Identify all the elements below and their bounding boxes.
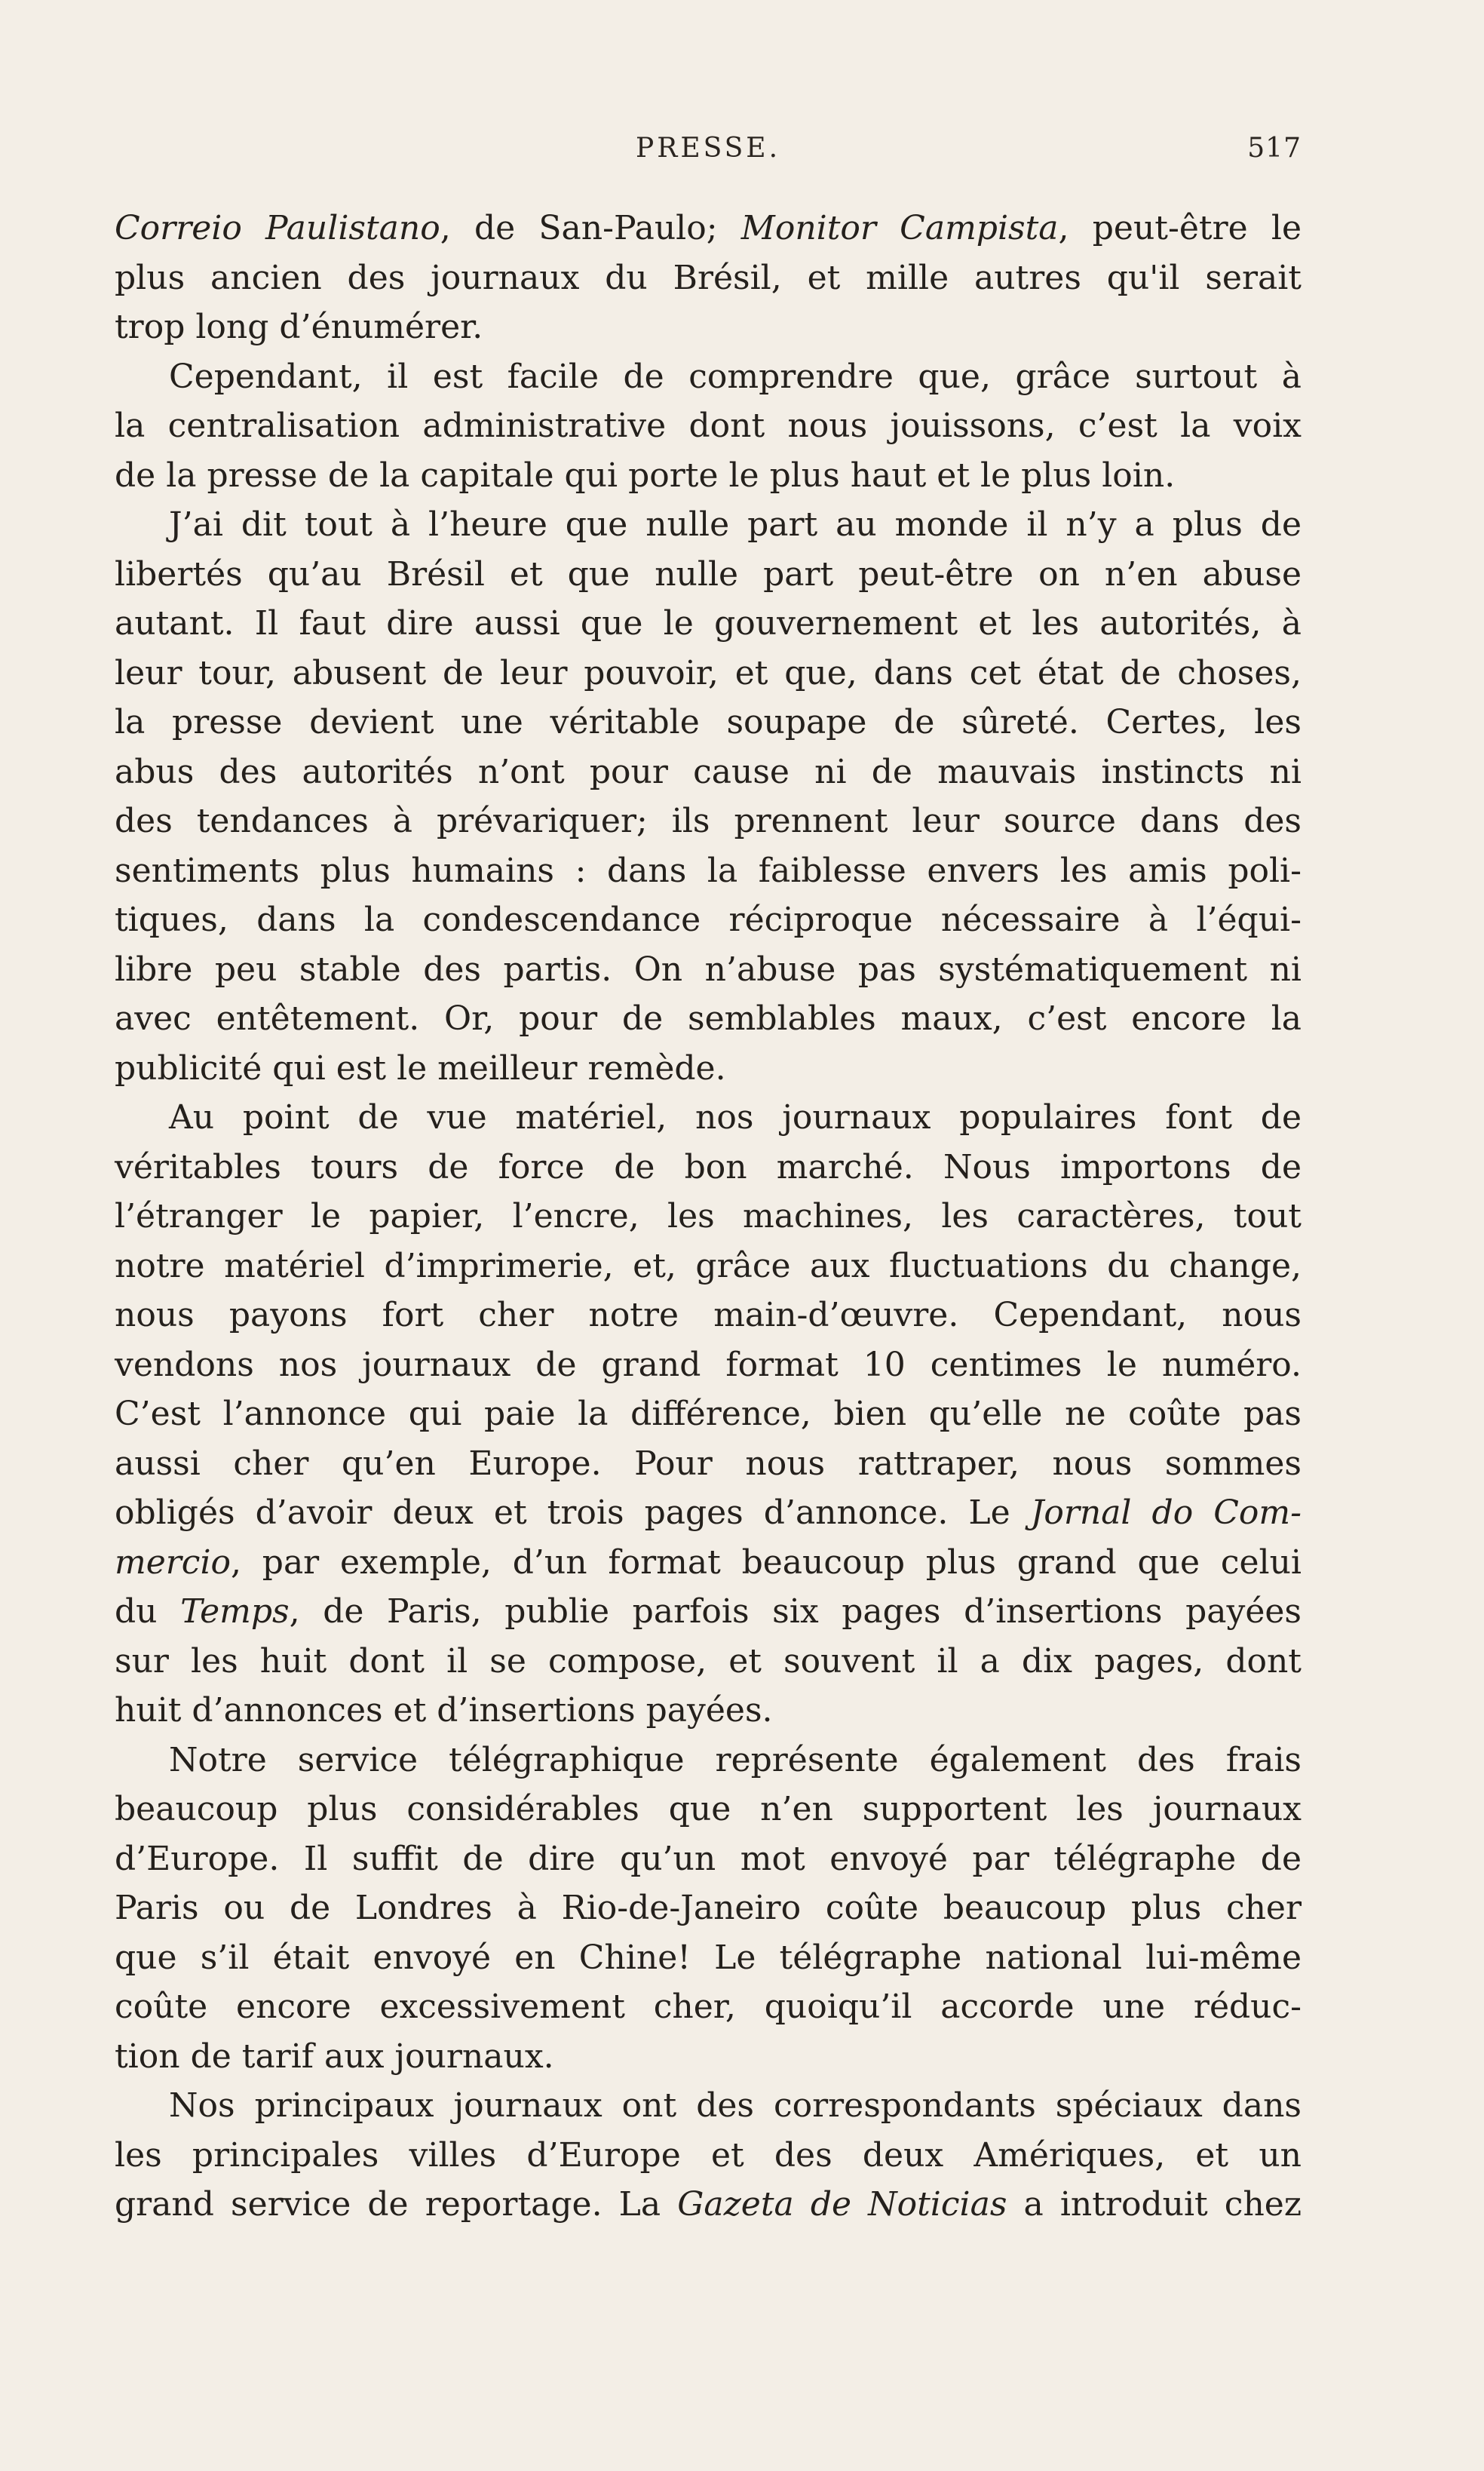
text-segment: , de San-Paulo; bbox=[440, 209, 741, 247]
text-line bbox=[115, 1143, 1302, 1193]
text-segment: de la presse de la capitale qui porte le plus haut et le plus loin. bbox=[115, 456, 1176, 495]
text-segment: avec entêtement. Or, pour de semblables maux, c’est encore la bbox=[115, 999, 1302, 1038]
text-segment: la presse devient une véritable soupape de sûreté. Certes, les bbox=[115, 703, 1302, 741]
text-line bbox=[115, 895, 1302, 945]
text-segment: tion de tarif aux journaux. bbox=[115, 2037, 554, 2076]
text-line bbox=[115, 302, 1302, 352]
text-line bbox=[115, 1785, 1302, 1834]
text-segment: les principales villes d’Europe et des deux Amériques, et un bbox=[115, 2135, 1302, 2175]
text-line bbox=[115, 1389, 1302, 1439]
text-segment: J’ai dit tout à l’heure que nulle part au monde il n’y a plus de bbox=[169, 505, 1302, 544]
text-line bbox=[115, 945, 1302, 995]
text-line bbox=[115, 1982, 1302, 2032]
text-segment: autant. Il faut dire aussi que le gouvernement et les autorités, à bbox=[115, 604, 1302, 643]
text-segment: huit d’annonces et d’insertions payées. bbox=[115, 1691, 773, 1730]
text-line bbox=[115, 599, 1302, 649]
text-segment: sentiments plus humains : dans la faiblesse envers les amis poli- bbox=[115, 851, 1302, 890]
text-segment: que s’il était envoyé en Chine! Le télégraphe national lui-même bbox=[115, 1938, 1302, 1977]
text-segment: Paris ou de Londres à Rio-de-Janeiro coûte beaucoup plus cher bbox=[115, 1889, 1302, 1927]
text-line bbox=[115, 747, 1302, 797]
text-line bbox=[115, 846, 1302, 896]
body-text bbox=[115, 204, 1302, 2230]
text-line bbox=[115, 797, 1302, 846]
text-line bbox=[115, 1587, 1302, 1637]
text-segment: obligés d’avoir deux et trois pages d’annonce. Le bbox=[115, 1493, 1031, 1532]
text-line bbox=[115, 1242, 1302, 1291]
text-segment: l’étranger le papier, l’encre, les machines, les caractères, tout bbox=[115, 1197, 1302, 1236]
text-segment: notre matériel d’imprimerie, et, grâce aux fluctuations du change, bbox=[115, 1246, 1302, 1285]
text-line bbox=[115, 352, 1302, 402]
text-line bbox=[115, 1883, 1302, 1933]
text-segment: la centralisation administrative dont nous jouissons, c’est la voix bbox=[115, 407, 1302, 445]
page-number: 517 bbox=[1247, 133, 1302, 164]
text-line bbox=[115, 500, 1302, 550]
text-segment: abus des autorités n’ont pour cause ni de mauvais instincts ni bbox=[115, 752, 1302, 791]
text-segment: , de Paris, publie parfois six pages d’insertions payées bbox=[289, 1592, 1302, 1631]
text-line bbox=[115, 2180, 1302, 2230]
text-segment: , peut-être le bbox=[1058, 209, 1302, 247]
text-segment: coûte encore excessivement cher, quoiqu’il accorde une réduc- bbox=[115, 1988, 1302, 2026]
italic-title: Temps bbox=[180, 1592, 290, 1631]
text-line bbox=[115, 649, 1302, 698]
text-segment: aussi cher qu’en Europe. Pour nous rattraper, nous sommes bbox=[115, 1444, 1302, 1483]
text-segment: libertés qu’au Brésil et que nulle part peut-être on n’en abuse bbox=[115, 554, 1302, 594]
text-line bbox=[115, 1291, 1302, 1340]
text-segment: Nos principaux journaux ont des correspondants spéciaux dans bbox=[169, 2086, 1302, 2125]
text-line bbox=[115, 401, 1302, 451]
text-line bbox=[115, 1439, 1302, 1489]
text-line bbox=[115, 2032, 1302, 2082]
italic-title: Gazeta de Noticias bbox=[677, 2185, 1007, 2224]
italic-title: Jornal do Com- bbox=[1030, 1493, 1302, 1532]
text-line bbox=[115, 451, 1302, 501]
text-line bbox=[115, 698, 1302, 747]
text-line bbox=[115, 1538, 1302, 1588]
text-line bbox=[115, 1093, 1302, 1143]
text-line bbox=[115, 2081, 1302, 2131]
italic-title: mercio bbox=[115, 1542, 231, 1582]
italic-title: Correio Paulistano bbox=[115, 209, 440, 247]
text-segment: , par exemple, d’un format beaucoup plus grand que celui bbox=[231, 1542, 1302, 1582]
text-segment: leur tour, abusent de leur pouvoir, et que, dans cet état de choses, bbox=[115, 653, 1302, 692]
text-line bbox=[115, 1044, 1302, 1094]
text-segment: sur les huit dont il se compose, et souvent il a dix pages, dont bbox=[115, 1641, 1302, 1681]
text-segment: véritables tours de force de bon marché. Nous importons de bbox=[115, 1147, 1302, 1186]
text-segment: nous payons fort cher notre main-d’œuvre. Cependant, nous bbox=[115, 1296, 1302, 1334]
text-segment: beaucoup plus considérables que n’en supportent les journaux bbox=[115, 1790, 1302, 1828]
text-segment: grand service de reportage. La bbox=[115, 2185, 678, 2224]
text-line bbox=[115, 1933, 1302, 1983]
text-line bbox=[115, 1736, 1302, 1785]
text-segment: plus ancien des journaux du Brésil, et mille autres qu'il serait bbox=[115, 258, 1302, 297]
text-line bbox=[115, 1834, 1302, 1884]
text-line bbox=[115, 1488, 1302, 1538]
running-header bbox=[115, 133, 1302, 175]
text-segment: Notre service télégraphique représente également des frais bbox=[169, 1740, 1302, 1779]
text-segment: a introduit chez bbox=[1007, 2185, 1302, 2224]
text-segment: du bbox=[115, 1592, 181, 1631]
text-segment: C’est l’annonce qui paie la différence, bien qu’elle ne coûte pas bbox=[115, 1395, 1302, 1433]
text-line bbox=[115, 253, 1302, 303]
text-segment: Au point de vue matériel, nos journaux populaires font de bbox=[169, 1098, 1302, 1137]
text-line bbox=[115, 1340, 1302, 1390]
text-segment: vendons nos journaux de grand format 10 centimes le numéro. bbox=[115, 1345, 1302, 1384]
text-line bbox=[115, 1192, 1302, 1242]
text-segment: publicité qui est le meilleur remède. bbox=[115, 1048, 726, 1088]
text-segment: tiques, dans la condescendance réciproque nécessaire à l’équi- bbox=[115, 901, 1302, 939]
text-line bbox=[115, 994, 1302, 1044]
chapter-title: PRESSE. bbox=[635, 133, 781, 164]
text-line bbox=[115, 1686, 1302, 1736]
italic-title: Monitor Campista bbox=[740, 209, 1059, 247]
text-segment: trop long d’énumérer. bbox=[115, 308, 483, 346]
text-line bbox=[115, 1637, 1302, 1687]
text-line bbox=[115, 550, 1302, 600]
text-segment: libre peu stable des partis. On n’abuse pas systématiquement ni bbox=[115, 950, 1302, 989]
text-segment: des tendances à prévariquer; ils prennent leur source dans des bbox=[115, 802, 1302, 840]
text-line bbox=[115, 204, 1302, 253]
text-line bbox=[115, 2131, 1302, 2181]
text-segment: d’Europe. Il suffit de dire qu’un mot envoyé par télégraphe de bbox=[115, 1839, 1302, 1878]
text-segment: Cependant, il est facile de comprendre que, grâce surtout à bbox=[169, 357, 1302, 396]
